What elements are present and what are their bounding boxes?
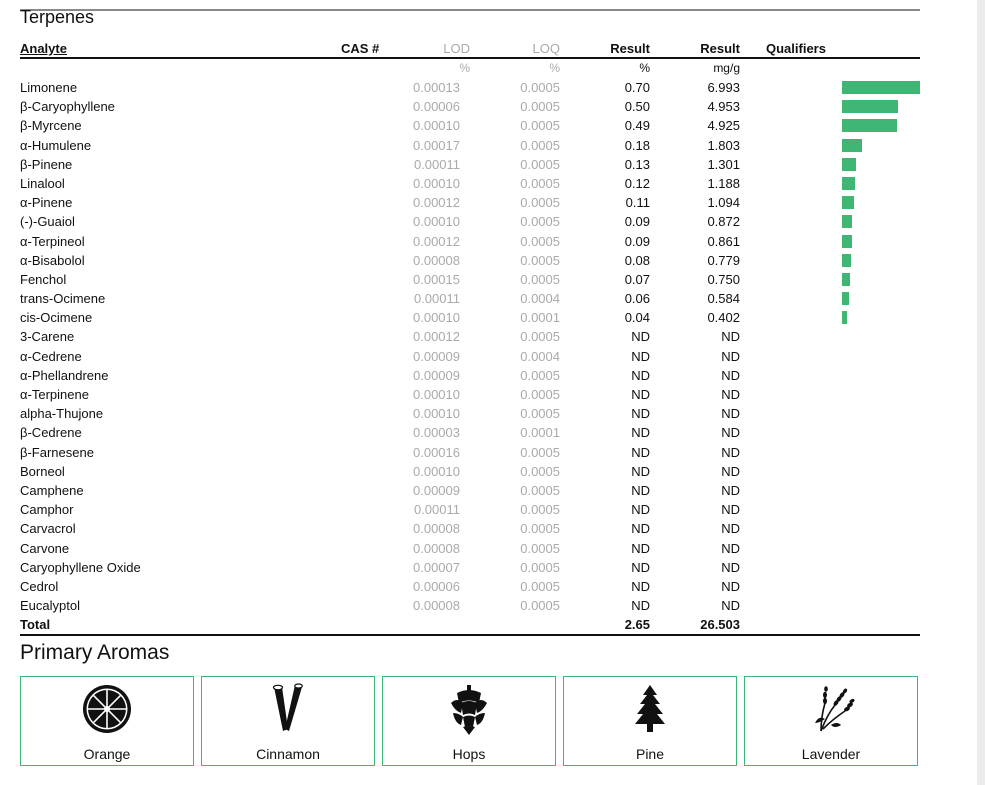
- loq-value: 0.0004: [520, 291, 560, 307]
- table-row: [20, 577, 920, 596]
- aroma-label: Pine: [635, 746, 665, 762]
- lod-value: 0.00010: [413, 406, 460, 422]
- result-mg-value: ND: [721, 425, 740, 441]
- result-mg-value: ND: [721, 329, 740, 345]
- lod-value: 0.00006: [413, 578, 460, 594]
- result-pct-value: ND: [631, 444, 650, 460]
- aroma-card-lavender: [744, 676, 918, 766]
- analyte-name: β-Caryophyllene: [20, 99, 115, 115]
- result-mg-value: ND: [721, 502, 740, 518]
- result-pct-value: 0.18: [624, 137, 650, 153]
- table-row: [20, 443, 920, 462]
- aroma-card-hops: [382, 676, 556, 766]
- loq-value: 0.0005: [520, 406, 560, 422]
- table-row: [20, 97, 920, 116]
- table-row: [20, 289, 920, 308]
- loq-value: 0.0005: [520, 463, 560, 479]
- header-lod: LOD: [443, 41, 470, 56]
- total-label: Total: [20, 617, 51, 632]
- table-row: [20, 270, 920, 289]
- result-pct-value: ND: [631, 348, 650, 364]
- loq-value: 0.0005: [520, 482, 560, 498]
- aroma-label: Cinnamon: [256, 746, 320, 762]
- result-mg-value: 1.301: [707, 156, 740, 172]
- table-row: [20, 232, 920, 251]
- analyte-name: α-Humulene: [20, 137, 92, 153]
- result-pct-value: 0.70: [624, 80, 650, 95]
- table-row: [20, 423, 920, 442]
- lod-value: 0.00008: [413, 252, 460, 268]
- lod-value: 0.00010: [413, 175, 460, 191]
- pine-tree-icon: [624, 683, 676, 735]
- result-mg-value: 0.402: [707, 310, 740, 326]
- result-mg-value: ND: [721, 559, 740, 575]
- table-row: [20, 308, 920, 327]
- table-row: [20, 519, 920, 538]
- analyte-name: cis-Ocimene: [20, 310, 93, 326]
- analyte-name: α-Bisabolol: [20, 252, 85, 268]
- result-mg-value: ND: [721, 406, 740, 422]
- orange-slice-icon: [81, 683, 133, 735]
- qualifier-bar: [842, 254, 851, 267]
- lod-value: 0.00010: [413, 310, 460, 326]
- loq-value: 0.0005: [520, 175, 560, 191]
- top-divider: [20, 9, 920, 11]
- result-mg-value: 1.094: [707, 195, 740, 211]
- table-row: [20, 558, 920, 577]
- lod-value: 0.00012: [413, 329, 460, 345]
- aroma-cards: [20, 676, 920, 766]
- qualifier-bar: [842, 81, 920, 94]
- result-pct-value: ND: [631, 598, 650, 614]
- lod-value: 0.00015: [413, 271, 460, 287]
- table-row: [20, 366, 920, 385]
- total-row: [20, 615, 920, 634]
- loq-value: 0.0005: [520, 598, 560, 614]
- analyte-name: Cedrol: [20, 578, 59, 594]
- analyte-name: Limonene: [20, 80, 78, 95]
- result-mg-value: ND: [721, 540, 740, 556]
- qualifier-bar: [842, 311, 847, 324]
- result-pct-value: ND: [631, 406, 650, 422]
- result-pct-value: 0.49: [624, 118, 650, 134]
- qualifier-bar: [842, 177, 855, 190]
- lod-value: 0.00008: [413, 540, 460, 556]
- analyte-name: Carvacrol: [20, 521, 76, 537]
- analyte-name: β-Cedrene: [20, 425, 82, 441]
- lod-value: 0.00010: [413, 387, 460, 402]
- lod-value: 0.00012: [413, 195, 460, 211]
- result-mg-value: ND: [721, 444, 740, 460]
- lod-value: 0.00009: [413, 367, 460, 383]
- table-row: [20, 481, 920, 500]
- table-row: [20, 462, 920, 481]
- table-row: [20, 327, 920, 346]
- result-pct-value: ND: [631, 387, 650, 402]
- aroma-label: Lavender: [801, 746, 861, 762]
- result-pct-value: ND: [631, 367, 650, 383]
- table-row: [20, 174, 920, 193]
- analyte-name: α-Terpineol: [20, 233, 85, 249]
- loq-value: 0.0001: [520, 425, 560, 441]
- table-row: [20, 347, 920, 366]
- loq-value: 0.0005: [520, 444, 560, 460]
- lod-value: 0.00017: [413, 137, 460, 153]
- loq-value: 0.0005: [520, 252, 560, 268]
- analyte-name: α-Cedrene: [20, 348, 82, 364]
- lod-value: 0.00007: [413, 559, 460, 575]
- loq-value: 0.0005: [520, 367, 560, 383]
- result-pct-value: 0.12: [624, 175, 650, 191]
- table-row: [20, 136, 920, 155]
- analyte-name: Eucalyptol: [20, 598, 80, 614]
- lod-value: 0.00009: [413, 348, 460, 364]
- result-pct-value: 0.09: [624, 233, 650, 249]
- result-pct-value: 0.09: [624, 214, 650, 230]
- analyte-name: β-Pinene: [20, 156, 73, 172]
- qualifier-bar: [842, 119, 897, 132]
- header-result-pct: Result: [610, 41, 650, 56]
- result-mg-value: 0.861: [707, 233, 740, 249]
- lavender-icon: [805, 683, 857, 735]
- qualifier-bar: [842, 100, 898, 113]
- loq-value: 0.0005: [520, 137, 560, 153]
- analyte-name: α-Phellandrene: [20, 367, 109, 383]
- unit-result-mg: mg/g: [713, 61, 740, 75]
- lod-value: 0.00011: [413, 291, 460, 307]
- result-mg-value: 6.993: [707, 80, 740, 95]
- lod-value: 0.00012: [413, 233, 460, 249]
- result-mg-value: ND: [721, 578, 740, 594]
- qualifier-bar: [842, 292, 849, 305]
- loq-value: 0.0005: [520, 118, 560, 134]
- lod-value: 0.00010: [413, 463, 460, 479]
- loq-value: 0.0005: [520, 80, 560, 95]
- qualifier-bar: [842, 158, 856, 171]
- analyte-name: α-Pinene: [20, 195, 73, 211]
- result-pct-value: 0.06: [624, 291, 650, 307]
- table-row: [20, 596, 920, 615]
- loq-value: 0.0005: [520, 156, 560, 172]
- result-pct-value: 0.11: [625, 195, 650, 211]
- analyte-name: Caryophyllene Oxide: [20, 559, 141, 575]
- analyte-name: β-Farnesene: [20, 444, 94, 460]
- analyte-name: (-)-Guaiol: [20, 214, 75, 230]
- loq-value: 0.0005: [520, 387, 560, 402]
- analyte-name: Camphene: [20, 482, 84, 498]
- loq-value: 0.0001: [520, 310, 560, 326]
- unit-loq: %: [549, 61, 560, 75]
- qualifier-bar: [842, 273, 850, 286]
- analyte-name: Linalool: [20, 175, 65, 191]
- analyte-name: Borneol: [20, 463, 65, 479]
- section-title: Terpenes: [20, 7, 95, 27]
- result-pct-value: 0.50: [624, 99, 650, 115]
- aromas-title: Primary Aromas: [20, 641, 170, 664]
- header-qualifiers: Qualifiers: [766, 41, 826, 56]
- result-pct-value: ND: [631, 521, 650, 537]
- loq-value: 0.0005: [520, 233, 560, 249]
- result-mg-value: ND: [721, 598, 740, 614]
- lod-value: 0.00010: [413, 214, 460, 230]
- analyte-name: 3-Carene: [20, 329, 75, 345]
- result-pct-value: ND: [631, 578, 650, 594]
- result-pct-value: ND: [631, 559, 650, 575]
- result-mg-value: ND: [721, 387, 740, 402]
- loq-value: 0.0004: [520, 348, 560, 364]
- lod-value: 0.00011: [413, 502, 460, 518]
- qualifier-bar: [842, 235, 852, 248]
- aroma-card-orange: [20, 676, 194, 766]
- result-mg-value: 0.750: [707, 271, 740, 287]
- table-row: [20, 155, 920, 174]
- result-mg-value: 0.872: [707, 214, 740, 230]
- result-mg-value: ND: [721, 482, 740, 498]
- result-mg-value: ND: [721, 463, 740, 479]
- analyte-name: trans-Ocimene: [20, 291, 106, 307]
- analyte-name: α-Terpinene: [20, 387, 89, 402]
- result-pct-value: ND: [631, 502, 650, 518]
- loq-value: 0.0005: [520, 99, 560, 115]
- result-mg-value: ND: [721, 367, 740, 383]
- qualifier-bar: [842, 196, 854, 209]
- table-row: [20, 212, 920, 231]
- analyte-name: Carvone: [20, 540, 70, 556]
- result-mg-value: ND: [721, 348, 740, 364]
- loq-value: 0.0005: [520, 329, 560, 345]
- table-row: [20, 193, 920, 212]
- loq-value: 0.0005: [520, 578, 560, 594]
- result-pct-value: ND: [631, 425, 650, 441]
- lod-value: 0.00006: [413, 99, 460, 115]
- unit-lod: %: [459, 61, 470, 75]
- loq-value: 0.0005: [520, 540, 560, 556]
- result-pct-value: 0.04: [624, 310, 650, 326]
- result-mg-value: 1.803: [707, 137, 740, 153]
- result-mg-value: 1.188: [707, 175, 740, 191]
- header-result-mg: Result: [700, 41, 740, 56]
- result-pct-value: ND: [631, 540, 650, 556]
- lod-value: 0.00013: [413, 80, 460, 95]
- table-row: [20, 500, 920, 519]
- result-mg-value: ND: [721, 521, 740, 537]
- result-pct-value: ND: [631, 482, 650, 498]
- header-divider: [20, 57, 920, 59]
- loq-value: 0.0005: [520, 559, 560, 575]
- total-mg: 26.503: [700, 617, 740, 632]
- lod-value: 0.00003: [413, 425, 460, 441]
- scrollbar[interactable]: [977, 0, 985, 785]
- table-row: [20, 251, 920, 270]
- result-pct-value: 0.07: [624, 271, 650, 287]
- lod-value: 0.00009: [413, 482, 460, 498]
- qualifier-bar: [842, 215, 852, 228]
- loq-value: 0.0005: [520, 195, 560, 211]
- table-row: [20, 404, 920, 423]
- table-row: [20, 78, 920, 97]
- header-cas: CAS #: [341, 41, 380, 56]
- total-pct: 2.65: [624, 617, 650, 632]
- cinnamon-sticks-icon: [262, 683, 314, 735]
- loq-value: 0.0005: [520, 271, 560, 287]
- qualifier-bar: [842, 139, 862, 152]
- loq-value: 0.0005: [520, 521, 560, 537]
- analyte-name: alpha-Thujone: [20, 406, 104, 422]
- lod-value: 0.00011: [413, 156, 460, 172]
- lod-value: 0.00008: [413, 521, 460, 537]
- table-row: [20, 116, 920, 135]
- hops-icon: [443, 683, 495, 735]
- analyte-name: Camphor: [20, 502, 74, 518]
- aroma-label: Orange: [83, 746, 131, 762]
- table-row: [20, 385, 920, 404]
- header-analyte: Analyte: [20, 41, 67, 56]
- table-row: [20, 539, 920, 558]
- aroma-label: Hops: [452, 746, 486, 762]
- result-mg-value: 4.925: [707, 118, 740, 134]
- lod-value: 0.00016: [413, 444, 460, 460]
- analyte-name: β-Myrcene: [20, 118, 82, 134]
- result-pct-value: 0.13: [624, 156, 650, 172]
- unit-result-pct: %: [639, 61, 650, 75]
- lod-value: 0.00010: [413, 118, 460, 134]
- analyte-table: [20, 78, 920, 615]
- result-mg-value: 0.584: [707, 291, 740, 307]
- result-mg-value: 0.779: [707, 252, 740, 268]
- aroma-card-pine: [563, 676, 737, 766]
- result-pct-value: 0.08: [624, 252, 650, 268]
- aroma-card-cinnamon: [201, 676, 375, 766]
- result-mg-value: 4.953: [707, 99, 740, 115]
- lod-value: 0.00008: [413, 598, 460, 614]
- result-pct-value: ND: [631, 329, 650, 345]
- header-loq: LOQ: [532, 41, 560, 56]
- total-divider: [20, 634, 920, 636]
- result-pct-value: ND: [631, 463, 650, 479]
- loq-value: 0.0005: [520, 502, 560, 518]
- loq-value: 0.0005: [520, 214, 560, 230]
- analyte-name: Fenchol: [20, 271, 67, 287]
